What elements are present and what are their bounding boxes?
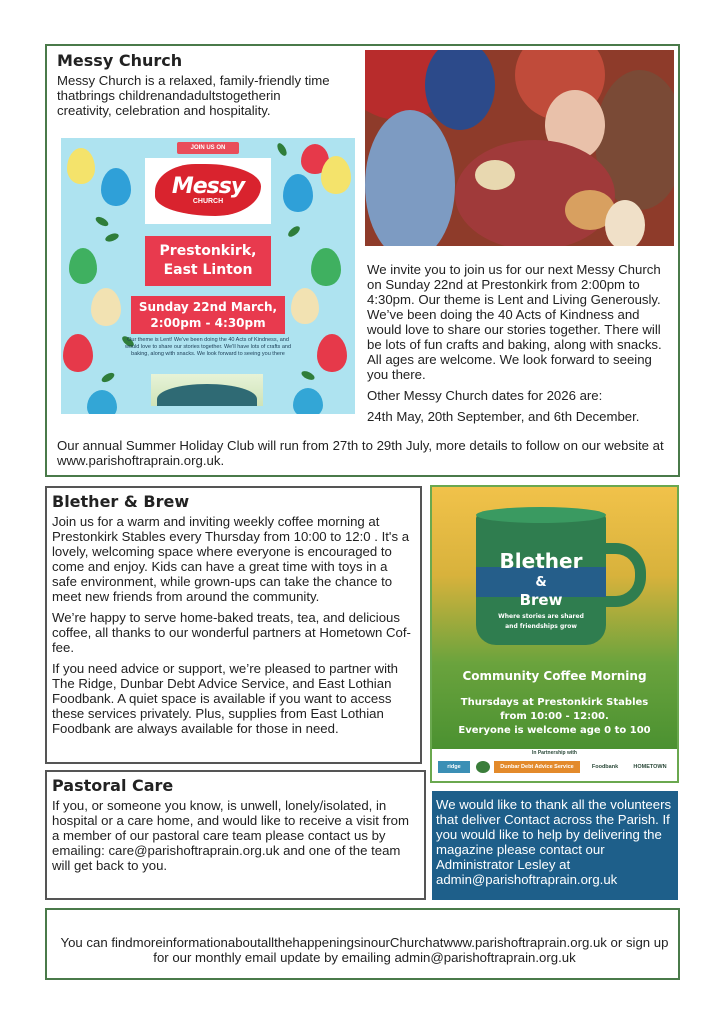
partner-logo-dunbar-debt: Dunbar Debt Advice Service <box>494 761 580 773</box>
blether-paragraph-2: We’re happy to serve home-baked treats, tea, and delicious coffee, all thanks to our wonderful partners at Hometown Cof-fee. <box>52 610 411 655</box>
poster-small-text: Our theme is Lent! We've been doing the 40 Acts of Kindness, and would love to share our stories together. We'll have lots of crafts and baking, along with snacks. We look forward to seeing you there <box>124 337 292 357</box>
logo-main-text: Messy <box>171 174 245 199</box>
summer-holiday-club-text: Our annual Summer Holiday Club will run from 27th to 29th July, more details to follow on our website at www.parishoftraprain.org.uk. <box>57 438 664 468</box>
logo-sub-text: CHURCH <box>192 198 224 205</box>
poster-line-1: Thursdays at Prestonkirk Stables <box>460 697 649 708</box>
poster-place-line1: Prestonkirk, <box>159 243 257 259</box>
messy-church-intro: Messy Church is a relaxed, family-friendly time thatbrings childrenandadultstogetherin creativity, celebration and hospitality. <box>57 73 330 118</box>
poster-place-line2: East Linton <box>163 262 253 278</box>
poster-date <box>131 296 285 334</box>
messy-church-invite <box>367 262 667 430</box>
other-dates: 24th May, 20th September, and 6th December. <box>367 409 640 424</box>
blether-paragraph-3: If you need advice or support, we’re pleased to partner with The Ridge, Dunbar Debt Advice Service, and East Lothian Foodbank. A quiet space is available if you want to access these services privately. Plus, supplies from East Lothian Foodbank are always available for those in need. <box>52 661 399 736</box>
blether-brew-section <box>45 486 422 764</box>
pastoral-care-title: Pastoral Care <box>52 776 174 795</box>
poster-place <box>145 236 271 286</box>
partner-logo-hometown: HOMETOWN <box>633 764 667 770</box>
messy-church-logo <box>145 158 271 224</box>
poster-hill-illustration <box>151 374 263 406</box>
poster-tagline-2: and friendships grow <box>505 623 577 630</box>
pastoral-care-body: If you, or someone you know, is unwell, lonely/isolated, in hospital or a care home, and would like to receive a visit from a member of our pastoral care team please contact us by emailing: care@parishoftraprain.org.uk and one of the team will get back to you. <box>52 798 409 873</box>
partner-logo-badge <box>476 761 490 773</box>
partner-logo-foodbank: Foodbank <box>591 764 619 770</box>
poster-line-2: from 10:00 - 12:00. <box>500 711 609 722</box>
partner-logo-ridge: ridge <box>438 761 470 773</box>
footer-text: You can findmoreinformationaboutallthehappeningsinourChurchatwww.parishoftraprain.org.uk or sign up for our monthly email update by emailing admin@parishoftraprain.org.uk <box>60 935 669 965</box>
blether-paragraph-1: Join us for a warm and inviting weekly coffee morning at Prestonkirk Stables every Thursday from 10:00 to 12:0 . It's a lovely, welcoming space where everyone is encouraged to come and enjoy. Kids can have a great time with toys in a safe environment, while grown-ups can take the chance to meet new friends from around the community. <box>52 514 410 604</box>
messy-church-title: Messy Church <box>57 51 183 70</box>
blether-brew-body <box>52 514 414 742</box>
poster-headline: Community Coffee Morning <box>462 669 647 683</box>
invite-text: We invite you to join us for our next Messy Church on Sunday 22nd at Prestonkirk from 2:00pm to 4:30pm. Our theme is Lent and Living Generously. We’ve been doing the 40 Acts of Kindness and would love to share our stories together. There will be lots of fun crafts and baking, along with snacks. All ages are welcome. We look forward to seeing you there. <box>367 262 662 382</box>
other-dates-label: Other Messy Church dates for 2026 are: <box>367 388 603 403</box>
volunteer-thanks-box: We would like to thank all the volunteers that deliver Contact across the Parish. If you would like to help by delivering the magazine please contact our Administrator Lesley at admin@parishoftraprain.org.uk <box>432 791 678 900</box>
partnership-label: In Partnership with <box>531 750 577 756</box>
poster-ampersand: & <box>535 575 547 590</box>
poster-date-line2: 2:00pm - 4:30pm <box>150 316 266 330</box>
poster-word-brew: Brew <box>519 591 563 609</box>
poster-line-3: Everyone is welcome age 0 to 100 <box>458 725 651 736</box>
messy-church-section <box>45 44 680 477</box>
messy-church-poster <box>61 138 355 414</box>
pastoral-care-section <box>45 770 426 900</box>
blether-brew-poster <box>430 485 679 783</box>
partner-strip <box>432 749 677 781</box>
blether-brew-title: Blether & Brew <box>52 492 190 511</box>
footer-section <box>45 908 680 980</box>
poster-join-banner: JOIN US ON <box>177 142 239 154</box>
poster-tagline-1: Where stories are shared <box>498 613 584 620</box>
poster-word-blether: Blether <box>499 549 583 573</box>
poster-date-line1: Sunday 22nd March, <box>138 300 278 314</box>
messy-church-crafts-photo <box>365 50 674 246</box>
